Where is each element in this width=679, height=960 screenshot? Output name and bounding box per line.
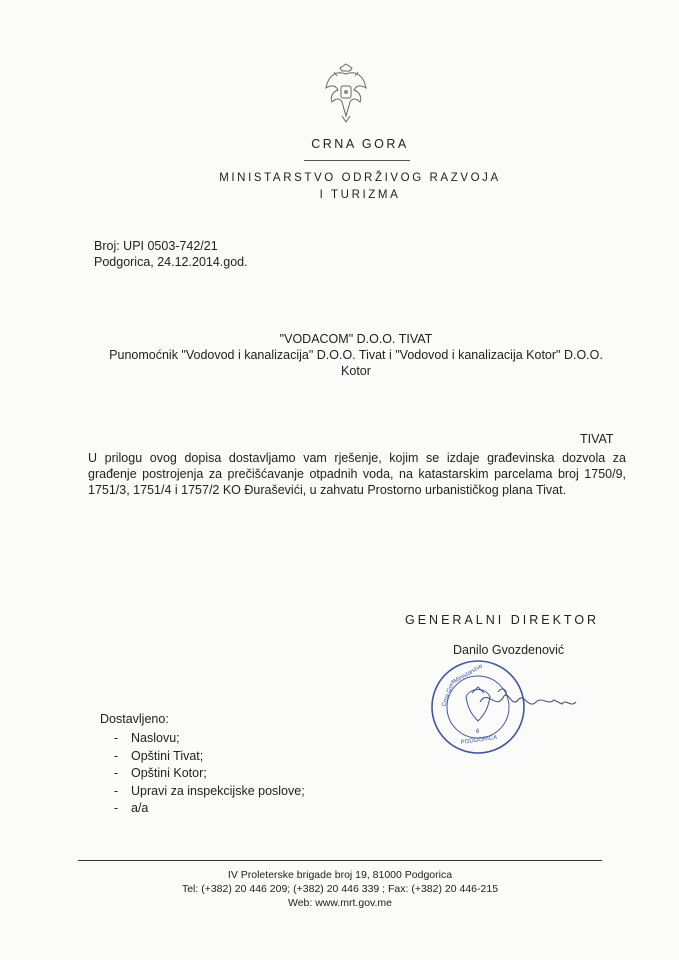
handwritten-signature-icon <box>478 682 578 722</box>
svg-text:Ministarstvo: Ministarstvo <box>453 663 484 685</box>
country-name: CRNA GORA <box>311 137 409 151</box>
distribution-item: - Opštini Kotor; <box>114 765 305 783</box>
signatory-name: Danilo Gvozdenović <box>453 643 565 657</box>
ministry-name-line2: I TURIZMA <box>319 189 401 201</box>
distribution-label: Dostavljeno: <box>100 712 169 726</box>
distribution-item: - a/a <box>114 800 305 818</box>
header-divider <box>304 160 410 161</box>
svg-text:6: 6 <box>476 729 480 735</box>
recipient-representative-cont: Kotor <box>341 364 371 378</box>
place-and-date: Podgorica, 24.12.2014.god. <box>94 255 248 269</box>
recipient-city: TIVAT <box>580 432 614 446</box>
distribution-item: - Opštini Tivat; <box>114 748 305 766</box>
svg-text:Crna Gora: Crna Gora <box>441 679 457 708</box>
ministry-name-line1: MINISTARSTVO ODRŽIVOG RAZVOJA <box>219 172 501 184</box>
footer-web: Web: www.mrt.gov.me <box>287 897 393 909</box>
distribution-list <box>114 730 305 818</box>
signatory-title: GENERALNI DIREKTOR <box>405 613 600 627</box>
footer-phones: Tel: (+382) 20 446 209; (+382) 20 446 339 ; Fax: (+382) 20 446-215 <box>181 883 499 895</box>
reference-number: Broj: UPI 0503-742/21 <box>94 239 218 253</box>
recipient-representative: Punomoćnik "Vodovod i kanalizacija" D.O.O. Tivat i "Vodovod i kanalizacija Kotor" D.O.O. <box>109 348 603 362</box>
footer-divider <box>78 860 602 861</box>
svg-text:PODGORICA: PODGORICA <box>460 734 498 746</box>
footer-address: IV Proleterske brigade broj 19, 81000 Podgorica <box>227 869 453 881</box>
coat-of-arms-icon <box>322 62 370 124</box>
recipient-address <box>84 331 628 379</box>
letter-body: U prilogu ovog dopisa dostavljamo vam rješenje, kojim se izdaje građevinska dozvola za građenje postrojenja za prečišćavanje otpadnih voda, na katastarskim parcelama broj 1750/9, 1751/3, 1751/4 i 1757/2 KO Đuraševići, u zahvatu Prostorno urbanističkog plana Tivat. <box>88 451 626 497</box>
recipient-company: "VODACOM" D.O.O. TIVAT <box>279 332 433 346</box>
distribution-item: - Upravi za inspekcijske poslove; <box>114 783 305 801</box>
reference-block <box>94 238 248 270</box>
distribution-item: - Naslovu; <box>114 730 305 748</box>
